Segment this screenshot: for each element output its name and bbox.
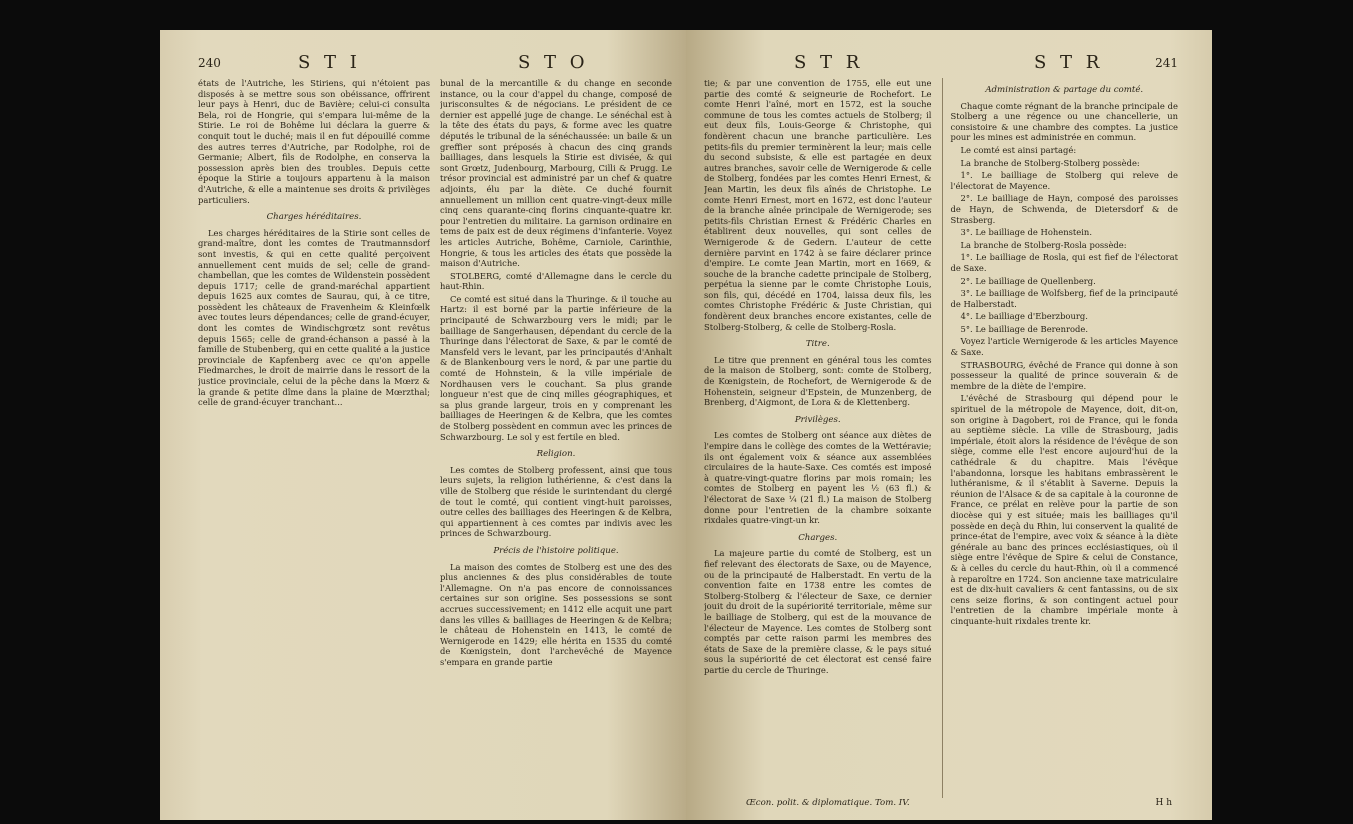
paragraph: La branche de Stolberg-Stolberg possède: (960, 157, 1140, 168)
section-heading: Précis de l'histoire politique. (493, 545, 619, 556)
paragraph: STOLBERG, comté d'Allemagne dans le cercle du haut-Rhin. (440, 270, 672, 292)
right-page (686, 30, 1212, 820)
paragraph: 5°. Le bailliage de Berenrode. (960, 323, 1089, 334)
paragraph: Les comtes de Stolberg ont séance aux diètes de l'empire dans le collège des comtes de la Wettéravie; ils ont également voix & séance aux assemblées circulaires de la haute-Saxe. Ces comtés est imposé à quatre-vingt-quatre florins par mois romain; les comtes de Stolberg en payent les ½ (63 fl.) & l'électorat de Saxe ¼ (21 fl.) La maison de Stolberg donne pour l'entretien de la chambre soixante rixdales quatre-vingt-un kr. (704, 430, 932, 526)
paragraph: tie; & par une convention de 1755, elle eut une partie des comté & seigneurie de Rochefort. Le comte Henri l'aîné, mort en 1572, est la souche commune de tous les comtes actuels de Stolberg; il eut deux fils, Louis-George & Christophe, qui fondèrent chacun une branche particulière. Les petits-fils du premier terminèrent la leur; mais celle du second subsiste, & elle est partagée en deux autres branches, savoir celle de Wernigerode & celle de Stolberg, fondées par les comtes Henri Ernest, & Jean Martin, les deux fils aînés de Christophe. Le comte Henri Ernest, mort en 1672, est donc l'auteur de la branche aînée principale de Wernigerode; ses petits-fils Christian Ernest & Frédéric Charles en établirent deux nouvelles, qui sont celles de Wernigerode & de Gedern. L'auteur de cette dernière parvint en 1742 à se faire déclarer prince d'empire. Le comte Jean Martin, mort en 1669, & souche de la branche cadette principale de Stolberg, perpétua la sienne par le comte Christophe Louis, son fils, qui, décédé en 1704, laissa deux fils, les comtes Christophe Frédéric & Juste Christian, qui fondèrent deux branches encore existantes, celle de Stolberg-Stolberg, & celle de Stolberg-Rosla. (704, 78, 932, 332)
paragraph: La branche de Stolberg-Rosla possède: (960, 239, 1127, 250)
section-heading: Charges héréditaires. (266, 212, 362, 223)
right-header-title-1: S T R (794, 52, 864, 73)
section-heading: Religion. (536, 449, 576, 460)
left-column-2 (440, 78, 672, 798)
paragraph: Les comtes de Stolberg professent, ainsi que tous leurs sujets, la religion luthérienne, & c'est dans la ville de Stolberg que réside le surintendant du clergé de tout le comté, qui contient vingt-huit paroisses, outre celles des bailliages des Heeringen & de Kelbra, qui appartiennent à ces comtes par indivis avec les princes de Schwarzbourg. (440, 464, 672, 539)
paragraph: Le titre que prennent en général tous les comtes de la maison de Stolberg, sont: comte de Stolberg, de Kœnigstein, de Rochefort, de Wernigerode & de Hohenstein, seigneur d'Epstein, de Munzenberg, de Brenberg, d'Aigmont, de Lora & de Klettenberg. (704, 354, 932, 408)
paragraph: Le comté est ainsi partagé: (960, 144, 1077, 155)
right-column-2 (942, 78, 1179, 798)
left-header-title-2: S T O (518, 52, 589, 73)
paragraph: 2°. Le bailliage de Quellenberg. (960, 275, 1096, 286)
section-heading: Privilèges. (794, 414, 841, 425)
right-page-header (704, 52, 1178, 78)
left-column-1 (198, 78, 430, 798)
left-page (160, 30, 686, 820)
paragraph: L'évêché de Strasbourg qui dépend pour le spirituel de la métropole de Mayence, doit, dit-on, son origine à Dagobert, roi de France, qui le fonda au septième siècle. La ville de Strasbourg, jadis impériale, étoit alors la résidence de l'évêque de son siège, comme elle l'est encore aujourd'hui de la cathédrale & du chapitre. Mais l'évêque l'abandonna, lorsque les habitans embrassèrent le luthéranisme, & il s'établit à Saverne. Depuis la réunion de l'Alsace & de sa capitale à la couronne de France, ce prélat en relève pour la partie de son diocèse qui y est située; mais les bailliages qu'il possède en deçà du Rhin, lui conservent la qualité de prince-état de l'empire, avec voix & séance à la diète générale au banc des princes ecclésiastiques, où il siège entre l'évêque de Spire & celui de Constance, & à celles du cercle du haut-Rhin, où il a commencé à reparoître en 1724. Son ancienne taxe matriculaire est de dix-huit cavaliers & cent fantassins, ou de six cens seize florins, & son contingent actuel pour l'entretien de la chambre impériale monte à cinquante-huit rixdales trente kr. (950, 393, 1178, 626)
paragraph: états de l'Autriche, les Stiriens, qui n'étoient pas disposés à se mettre sous son obéissance, offrirent leur pays à Henri, duc de Bavière; celui-ci consulta Bela, roi de Hongrie, qui s'empara lui-même de la Stirie. Le roi de Bohême lui déclara la guerre & conquit tout le duché; mais il en fut dépouillé comme des autres terres d'Autriche, par Rodolphe, roi de Germanie; Albert, fils de Rodolphe, en conserva la possession après bien des troubles. Depuis cette époque la Stirie a toujours appartenu à la maison d'Autriche, & elle a maintenue ses droits & privilèges particuliers. (198, 78, 430, 205)
paragraph: 3°. Le bailliage de Wolfsberg, fief de la principauté de Halberstadt. (950, 288, 1178, 309)
paragraph: 1°. Le bailliage de Stolberg qui releve de l'électorat de Mayence. (950, 170, 1178, 191)
left-page-header (198, 52, 672, 78)
paragraph: 1°. Le bailliage de Rosla, qui est fief de l'électorat de Saxe. (950, 252, 1178, 273)
paragraph: Ce comté est situé dans la Thuringe. & il touche au Hartz: il est borné par la partie inférieure de la principauté de Schwarzbourg vers le midi; par le bailliage de Sangerhausen, dépendant du cercle de la Thuringe dans l'électorat de Saxe, & par le comté de Mansfeld vers le levant, par les principautés d'Anhalt & de Blankenbourg vers le nord, & par une partie du comté de Hohnstein, & la ville impériale de Nordhausen vers le couchant. Sa plus grande longueur n'est que de cinq milles géographiques, et sa plus grande largeur, trois en y comprenant les bailliages de Heeringen & de Kelbra, que les comtes de Stolberg possèdent en commun avec les princes de Schwarzbourg. Le sol y est fertile en bled. (440, 293, 672, 442)
paragraph: bunal de la mercantille & du change en seconde instance, ou la cour d'appel du change, composé de jurisconsultes & de négocians. Le président de ce dernier est appellé juge de change. Le sénéchal est à la tête des états du pays, & forme avec les quatre députés le tribunal de la sénéchaussée: un baile & un greffier sont préposés à chacun des cinq grands bailliages, dans lesquels la Stirie est divisée, & qui sont Grœtz, Judenbourg, Marbourg, Cilli & Prugg. Le trésor provincial est administré par un chef & quatre adjoints, élu par la diète. Ce duché fournit annuellement un million cent quatre-vingt-deux mille cinq cens quarante-cinq florins cinquante-quatre kr. pour l'entretien du militaire. La garnison ordinaire en tems de paix est de deux régimens d'infanterie. Voyez les articles Autriche, Bohême, Carniole, Carinthie, Hongrie, & tous les articles des états que possède la maison d'Autriche. (440, 78, 672, 269)
paragraph: 4°. Le bailliage d'Eberzbourg. (960, 311, 1088, 322)
paragraph: La majeure partie du comté de Stolberg, est un fief relevant des électorats de Saxe, ou de Mayence, ou de la principauté de Halberstadt. En vertu de la convention faite en 1738 entre les comtes de Stolberg-Stolberg & l'électeur de Saxe, ce dernier jouit du droit de la supériorité territoriale, même sur le bailliage de Stolberg, qui est de la mouvance de l'électeur de Mayence. Les comtes de Stolberg sont comptés par cette raison parmi les membres des états de Saxe de la première classe, & le pays situé sous la supériorité de cet électorat est censé faire partie du cercle de Thuringe. (704, 548, 932, 675)
page-footer: Œcon. polit. & diplomatique. Tom. IV. (746, 798, 910, 808)
paragraph: Voyez l'article Wernigerode & les articles Mayence & Saxe. (950, 336, 1178, 358)
paragraph: 3°. Le bailliage de Hohenstein. (960, 227, 1092, 238)
right-column-1 (704, 78, 932, 798)
right-header-title-2: S T R (1034, 52, 1104, 73)
paragraph: 2°. Le bailliage de Hayn, composé des paroisses de Hayn, de Schwenda, de Dietersdorf & de Strasberg. (950, 193, 1178, 225)
signature-mark: H h (1155, 798, 1172, 808)
section-heading: Administration & partage du comté. (985, 85, 1144, 95)
right-page-number: 241 (1155, 56, 1178, 70)
paragraph: Chaque comte régnant de la branche principale de Stolberg a une régence ou une chancellerie, un consistoire & une chambre des comptes. La justice pour les mines est administrée en commun. (950, 100, 1178, 143)
paragraph: STRASBOURG, évêché de France qui donne à son possesseur la qualité de prince souverain & de membre de la diète de l'empire. (950, 359, 1178, 391)
section-heading: Titre. (805, 339, 830, 350)
open-book (160, 30, 1212, 820)
paragraph: La maison des comtes de Stolberg est une des des plus anciennes & des plus considérables de toute l'Allemagne. On n'a pas encore de connoissances certaines sur son origine. Ses possessions se sont accrues successivement; en 1412 elle acquit une part dans les villes & bailliages de Heeringen & de Kelbra; le château de Hohenstein en 1413, le comté de Wernigerode en 1429; elle hérita en 1535 du comté de Kœnigstein, dont l'archevêché de Mayence s'empara en grande partie (440, 561, 672, 667)
paragraph: Les charges héréditaires de la Stirie sont celles de grand-maître, dont les comtes de Trautmannsdorf sont investis, & qui en cette qualité perçoivent annuellement cent muids de sel; celle de grand-chambellan, que les comtes de Wildenstein possèdent depuis 1717; celle de grand-maréchal appartient depuis 1625 aux comtes de Saurau, qui, à ce titre, possèdent les châteaux de Fravenheim & Kleinfœlk avec toutes leurs dépendances; celle de grand-écuyer, dont les comtes de Windischgrœtz sont revêtus depuis 1565; celle de grand-échanson a passé à la famille de Stubenberg, qui en cette qualité a la justice provinciale de Kapfenberg avec ce qu'on appelle Fiedmarches, le droit de mairrie dans le ressort de la justice provinciale, celui de la pêche dans la Mœrz & la grande & petite dîme dans la plaine de Mœrzthal; celle de grand-écuyer tranchant... (198, 227, 430, 408)
left-header-title-1: S T I (298, 52, 361, 73)
section-heading: Charges. (798, 532, 838, 543)
left-page-number: 240 (198, 56, 221, 70)
